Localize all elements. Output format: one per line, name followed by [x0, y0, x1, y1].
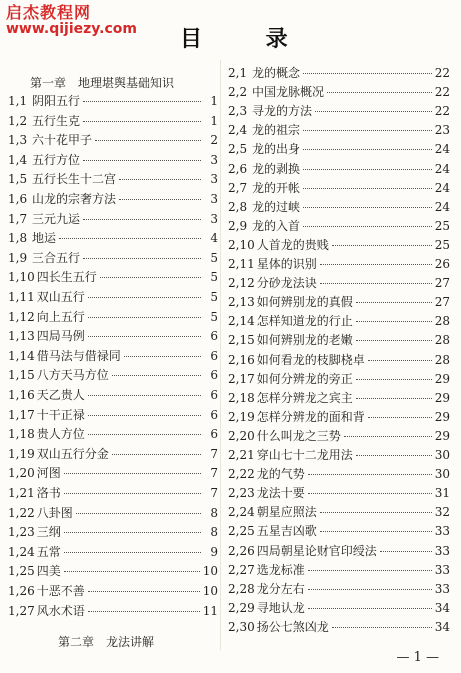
toc-leader-dots	[83, 258, 201, 259]
toc-entry-number: 2,24	[228, 505, 255, 520]
toc-leader-dots	[308, 474, 432, 475]
toc-leader-dots	[320, 264, 432, 265]
toc-entry	[8, 602, 218, 620]
toc-entry-number: 1,26	[8, 584, 35, 598]
toc-entry-number: 1,6	[8, 192, 28, 206]
toc-entry-page: 24	[434, 199, 450, 214]
watermark	[6, 4, 137, 37]
toc-entry	[8, 504, 218, 522]
toc-entry	[8, 229, 218, 247]
page-footer: — 1 —	[396, 650, 439, 665]
chapter-title: 龙法讲解	[106, 635, 155, 649]
toc-entry-page: 25	[434, 218, 450, 233]
toc-entry	[228, 465, 450, 483]
toc-entry	[8, 268, 218, 286]
watermark-title: 启杰教程网	[6, 3, 92, 22]
toc-entry-page: 22	[434, 85, 450, 100]
toc-entry-number: 1,21	[8, 486, 35, 500]
toc-entry	[228, 312, 450, 330]
toc-entry-page: 28	[434, 333, 450, 348]
toc-entry-label: 龙的出身	[252, 142, 301, 157]
toc-entry-page: 30	[434, 467, 450, 482]
toc-entry	[228, 446, 450, 464]
toc-entry-page: 28	[434, 314, 450, 329]
toc-entry	[8, 288, 218, 306]
toc-entry-label: 星体的识别	[256, 257, 317, 271]
toc-entry-number: 2,20	[228, 428, 255, 443]
toc-entry-page: 6	[210, 388, 218, 402]
toc-entry-label: 双山五行	[36, 290, 85, 304]
toc-leader-dots	[64, 532, 201, 533]
toc-entry-number: 1,13	[8, 329, 35, 344]
toc-entry-label: 扬公七煞凶龙	[256, 619, 329, 634]
toc-leader-dots	[88, 611, 200, 612]
toc-entry-label: 五星吉凶歌	[256, 524, 317, 539]
toc-entry-page: 27	[434, 276, 450, 291]
toc-entry-page: 5	[210, 290, 218, 304]
toc-entry-label: 寻龙的方法	[252, 104, 313, 119]
toc-entry-page: 27	[434, 295, 450, 310]
chapter-heading-1	[30, 74, 174, 91]
toc-entry-label: 四局朝星论财官印绶法	[256, 543, 377, 558]
toc-entry-number: 2,15	[228, 333, 255, 348]
toc-entry-label: 八卦图	[36, 505, 73, 520]
toc-entry-page: 6	[210, 329, 218, 344]
toc-entry	[8, 562, 218, 580]
chapter-heading-2	[58, 633, 154, 650]
toc-entry-page: 8	[210, 505, 218, 520]
toc-entry-number: 2,18	[228, 390, 255, 405]
toc-leader-dots	[308, 570, 432, 571]
toc-entry	[8, 170, 218, 188]
toc-leader-dots	[327, 92, 432, 93]
toc-entry	[8, 347, 218, 365]
chapter-number: 第二章	[58, 635, 95, 649]
toc-entry	[228, 542, 450, 560]
toc-entry-label: 龙的概念	[252, 66, 301, 80]
toc-entry-number: 1,2	[8, 113, 28, 128]
toc-entry-number: 1,10	[8, 270, 35, 285]
toc-leader-dots	[320, 512, 432, 513]
toc-entry-label: 八方天马方位	[36, 368, 109, 383]
toc-entry-label: 六十花甲子	[32, 133, 93, 148]
toc-entry	[228, 121, 450, 139]
toc-leader-dots	[303, 130, 432, 131]
toc-entry-page: 10	[202, 564, 218, 579]
toc-entry-label: 向上五行	[36, 309, 85, 324]
toc-entry-page: 10	[202, 584, 218, 598]
toc-entry-label: 四美	[36, 564, 61, 579]
toc-entry	[8, 308, 218, 326]
toc-entry-number: 2,16	[228, 352, 255, 367]
toc-entry-number: 2,6	[228, 161, 248, 176]
toc-entry-label: 龙的祖宗	[252, 123, 301, 138]
toc-entry-label: 十恶不善	[36, 584, 85, 598]
toc-entry-page: 8	[210, 525, 218, 540]
toc-entry-number: 1,7	[8, 211, 28, 226]
toc-leader-dots	[332, 627, 432, 628]
toc-entry-number: 1,22	[8, 505, 35, 520]
toc-leader-dots	[100, 277, 201, 278]
page-title: 目 录	[180, 26, 316, 52]
toc-entry-page: 33	[434, 524, 450, 539]
toc-entry-label: 五行长生十二宫	[32, 172, 117, 187]
toc-entry-label: 穿山七十二龙用法	[256, 448, 353, 462]
toc-leader-dots	[112, 375, 201, 376]
toc-entry-label: 如何辨别龙的真假	[256, 295, 353, 310]
toc-entry	[8, 425, 218, 443]
toc-entry-page: 24	[434, 161, 450, 176]
toc-entry-number: 2,29	[228, 600, 255, 615]
toc-entry	[228, 274, 450, 292]
toc-entry-number: 2,19	[228, 409, 255, 424]
toc-entry-label: 龙法十要	[256, 486, 305, 501]
toc-entry-label: 龙的开帐	[252, 180, 301, 195]
toc-entry-label: 四长生五行	[36, 270, 97, 285]
toc-leader-dots	[88, 415, 201, 416]
toc-leader-dots	[356, 321, 432, 322]
toc-leader-dots	[64, 493, 201, 494]
toc-leader-dots	[95, 140, 201, 141]
toc-entry-number: 2,30	[228, 619, 255, 634]
toc-entry-number: 2,14	[228, 314, 255, 329]
toc-entry-label: 怎样知道龙的行止	[256, 314, 353, 329]
toc-leader-dots	[119, 199, 201, 200]
toc-entry	[228, 503, 450, 521]
toc-leader-dots	[344, 436, 432, 437]
toc-leader-dots	[308, 589, 432, 590]
toc-entry-label: 五行生克	[32, 113, 81, 128]
toc-leader-dots	[83, 219, 201, 220]
toc-entry-page: 29	[434, 428, 450, 443]
toc-entry-number: 1,24	[8, 544, 35, 559]
toc-entry	[8, 543, 218, 561]
toc-leader-dots	[303, 149, 432, 150]
toc-entry-label: 怎样分辨龙之宾主	[256, 390, 353, 405]
toc-entry-label: 龙的气势	[256, 467, 305, 482]
toc-entry	[8, 112, 218, 130]
toc-entry-page: 31	[434, 486, 450, 501]
toc-entry-label: 中国龙脉概况	[252, 85, 325, 100]
toc-entry-label: 三纲	[36, 525, 61, 540]
toc-entry-label: 如何辨别龙的老嫩	[256, 333, 353, 348]
toc-entry	[228, 389, 450, 407]
toc-entry	[8, 327, 218, 345]
toc-leader-dots	[356, 340, 432, 341]
toc-entry	[228, 370, 450, 388]
toc-entry-number: 1,1	[8, 94, 28, 108]
toc-entry-page: 6	[210, 348, 218, 363]
toc-entry-number: 1,23	[8, 525, 35, 540]
toc-entry	[8, 445, 218, 463]
toc-entry-label: 龙分左右	[256, 581, 305, 596]
toc-entry-label: 三元九运	[32, 211, 81, 226]
toc-entry-page: 6	[210, 407, 218, 422]
toc-entry-label: 三合五行	[32, 250, 81, 265]
toc-entry-page: 33	[434, 562, 450, 577]
toc-entry-label: 风水术语	[36, 603, 85, 618]
toc-leader-dots	[88, 395, 201, 396]
toc-entry-label: 寻地认龙	[256, 600, 305, 615]
toc-entry-label: 四局马例	[36, 329, 85, 344]
toc-entry	[8, 406, 218, 424]
toc-entry-number: 2,8	[228, 199, 248, 214]
toc-entry-page: 3	[210, 211, 218, 226]
toc-entry-label: 十干正禄	[36, 407, 85, 422]
toc-leader-dots	[368, 417, 432, 418]
toc-entry-number: 1,25	[8, 564, 35, 579]
toc-entry-number: 2,9	[228, 218, 248, 233]
toc-entry-label: 双山五行分金	[36, 446, 109, 461]
toc-entry-page: 33	[434, 581, 450, 596]
toc-entry	[8, 151, 218, 169]
toc-leader-dots	[356, 302, 432, 303]
toc-leader-dots	[64, 552, 201, 553]
toc-entry	[228, 331, 450, 349]
toc-entry-number: 1,18	[8, 427, 35, 442]
toc-entry-page: 2	[210, 133, 218, 148]
toc-entry-page: 33	[434, 543, 450, 558]
toc-entry-page: 1	[210, 113, 218, 128]
toc-entry	[228, 102, 450, 120]
toc-entry	[8, 464, 218, 482]
toc-leader-dots	[83, 101, 201, 102]
toc-entry-number: 2,23	[228, 486, 255, 501]
toc-entry-number: 1,27	[8, 603, 35, 618]
toc-entry-label: 贵人方位	[36, 427, 85, 442]
toc-entry-number: 1,15	[8, 368, 35, 383]
toc-entry-page: 4	[210, 231, 218, 246]
toc-entry	[8, 386, 218, 404]
toc-entry-page: 7	[210, 486, 218, 500]
toc-entry-page: 22	[434, 104, 450, 119]
toc-leader-dots	[88, 297, 201, 298]
toc-leader-dots	[83, 121, 201, 122]
toc-entry-number: 1,9	[8, 250, 28, 265]
toc-entry-page: 32	[434, 505, 450, 520]
toc-entry-label: 人首龙的贵贱	[256, 237, 329, 252]
toc-entry-page: 29	[434, 409, 450, 424]
toc-entry-label: 龙的剥换	[252, 161, 301, 176]
toc-entry-page: 7	[210, 466, 218, 481]
toc-entry-number: 2,26	[228, 543, 255, 558]
chapter-number: 第一章	[30, 76, 67, 90]
toc-leader-dots	[59, 238, 201, 239]
toc-entry	[8, 582, 218, 600]
toc-entry	[228, 580, 450, 598]
toc-entry-page: 7	[210, 446, 218, 461]
toc-entry-page: 24	[434, 142, 450, 157]
toc-entry	[228, 236, 450, 254]
toc-entry-number: 2,27	[228, 562, 255, 577]
toc-entry	[228, 618, 450, 636]
toc-entry-page: 5	[210, 270, 218, 285]
toc-entry	[8, 210, 218, 228]
toc-entry-label: 怎样分辨龙的面和背	[256, 409, 365, 424]
toc-entry	[228, 427, 450, 445]
toc-entry-number: 2,28	[228, 581, 255, 596]
toc-leader-dots	[112, 454, 201, 455]
toc-leader-dots	[83, 160, 201, 161]
toc-entry	[8, 249, 218, 267]
toc-entry-label: 五行方位	[32, 152, 81, 167]
toc-leader-dots	[303, 207, 432, 208]
toc-leader-dots	[88, 336, 201, 337]
toc-entry-number: 1,3	[8, 133, 28, 148]
toc-entry	[8, 190, 218, 208]
toc-entry	[228, 408, 450, 426]
toc-entry-number: 2,22	[228, 467, 255, 482]
chapter-title: 地理堪舆基础知识	[78, 76, 175, 90]
toc-entry-page: 3	[210, 172, 218, 187]
toc-leader-dots	[88, 317, 201, 318]
toc-entry-page: 34	[434, 600, 450, 615]
toc-entry-label: 如何分辨龙的旁正	[256, 371, 353, 386]
toc-entry-page: 30	[434, 448, 450, 462]
toc-entry	[228, 198, 450, 216]
toc-entry-number: 2,13	[228, 295, 255, 310]
toc-entry-label: 河图	[36, 466, 61, 481]
toc-leader-dots	[356, 379, 432, 380]
toc-entry-number: 1,16	[8, 388, 35, 402]
toc-entry-page: 25	[434, 237, 450, 252]
toc-entry-label: 朝星应照法	[256, 505, 317, 520]
toc-entry-label: 如何看龙的枝脚桡卓	[256, 352, 365, 367]
toc-entry-label: 什么叫龙之三势	[256, 428, 341, 443]
toc-entry-page: 28	[434, 352, 450, 367]
toc-entry-label: 借马法与借禄同	[36, 348, 121, 363]
toc-leader-dots	[308, 493, 432, 494]
toc-entry-number: 2,11	[228, 257, 255, 271]
toc-leader-dots	[303, 188, 432, 189]
toc-entry	[228, 160, 450, 178]
toc-entry	[228, 484, 450, 502]
toc-entry-number: 2,25	[228, 524, 255, 539]
toc-entry	[228, 140, 450, 158]
toc-entry-number: 1,14	[8, 348, 35, 363]
toc-entry	[228, 64, 450, 82]
toc-entry	[8, 92, 218, 110]
toc-leader-dots	[356, 455, 432, 456]
toc-entry	[228, 217, 450, 235]
toc-entry	[228, 293, 450, 311]
toc-entry	[228, 599, 450, 617]
toc-leader-dots	[320, 283, 432, 284]
toc-entry	[228, 561, 450, 579]
toc-entry-label: 天乙贵人	[36, 388, 85, 402]
toc-leader-dots	[64, 571, 200, 572]
toc-entry-page: 29	[434, 390, 450, 405]
toc-entry	[8, 484, 218, 502]
toc-entry-number: 2,7	[228, 180, 248, 195]
toc-entry-number: 2,21	[228, 448, 255, 462]
toc-entry-page: 1	[210, 94, 218, 108]
toc-leader-dots	[76, 513, 201, 514]
toc-entry-label: 山龙的宗奢方法	[32, 192, 117, 206]
toc-leader-dots	[88, 434, 201, 435]
toc-entry-label: 洛书	[36, 486, 61, 500]
toc-entry-number: 2,2	[228, 85, 248, 100]
toc-entry-label: 分砂龙法诀	[256, 276, 317, 291]
watermark-url: www.qijiezy.com	[6, 20, 137, 37]
toc-entry-number: 1,4	[8, 152, 28, 167]
toc-leader-dots	[303, 169, 432, 170]
toc-leader-dots	[308, 608, 432, 609]
toc-entry	[228, 351, 450, 369]
toc-entry-page: 6	[210, 427, 218, 442]
toc-entry	[228, 179, 450, 197]
toc-entry-label: 地运	[32, 231, 57, 246]
toc-entry-number: 2,17	[228, 371, 255, 386]
toc-entry-number: 1,12	[8, 309, 35, 324]
toc-entry-number: 2,12	[228, 276, 255, 291]
toc-entry-number: 1,17	[8, 407, 35, 422]
toc-leader-dots	[332, 245, 432, 246]
toc-entry	[228, 522, 450, 540]
toc-leader-dots	[315, 111, 432, 112]
toc-entry-label: 龙的入首	[252, 218, 301, 233]
toc-leader-dots	[124, 356, 201, 357]
toc-entry-page: 29	[434, 371, 450, 386]
toc-leader-dots	[119, 179, 201, 180]
toc-entry-page: 3	[210, 192, 218, 206]
toc-leader-dots	[356, 398, 432, 399]
toc-entry-number: 2,1	[228, 66, 248, 80]
toc-leader-dots	[303, 73, 432, 74]
toc-leader-dots	[88, 591, 200, 592]
toc-entry-label: 五常	[36, 544, 61, 559]
toc-leader-dots	[368, 360, 432, 361]
toc-entry-number: 2,4	[228, 123, 248, 138]
toc-entry-page: 6	[210, 368, 218, 383]
toc-entry-number: 1,5	[8, 172, 28, 187]
toc-entry-label: 选龙标准	[256, 562, 305, 577]
toc-leader-dots	[380, 551, 432, 552]
toc-entry-label: 龙的过峡	[252, 199, 301, 214]
toc-leader-dots	[64, 473, 201, 474]
toc-leader-dots	[320, 531, 432, 532]
toc-leader-dots	[303, 226, 432, 227]
toc-entry-page: 26	[434, 257, 450, 271]
toc-entry-number: 2,10	[228, 237, 255, 252]
toc-entry-label: 阴阳五行	[32, 94, 81, 108]
toc-entry	[8, 366, 218, 384]
toc-entry-page: 34	[434, 619, 450, 634]
toc-entry-number: 2,5	[228, 142, 248, 157]
toc-entry-page: 5	[210, 250, 218, 265]
toc-entry	[228, 255, 450, 273]
toc-entry-page: 22	[434, 66, 450, 80]
column-divider	[220, 60, 221, 650]
toc-entry-number: 1,11	[8, 290, 35, 304]
toc-entry-number: 1,8	[8, 231, 28, 246]
toc-entry	[228, 83, 450, 101]
toc-entry-page: 11	[202, 603, 218, 618]
toc-entry-page: 3	[210, 152, 218, 167]
toc-entry-page: 23	[434, 123, 450, 138]
toc-entry	[8, 523, 218, 541]
toc-entry-number: 2,3	[228, 104, 248, 119]
toc-entry-page: 9	[210, 544, 218, 559]
toc-entry-number: 1,19	[8, 446, 35, 461]
toc-entry-page: 24	[434, 180, 450, 195]
toc-entry-number: 1,20	[8, 466, 35, 481]
toc-entry	[8, 131, 218, 149]
toc-entry-page: 5	[210, 309, 218, 324]
